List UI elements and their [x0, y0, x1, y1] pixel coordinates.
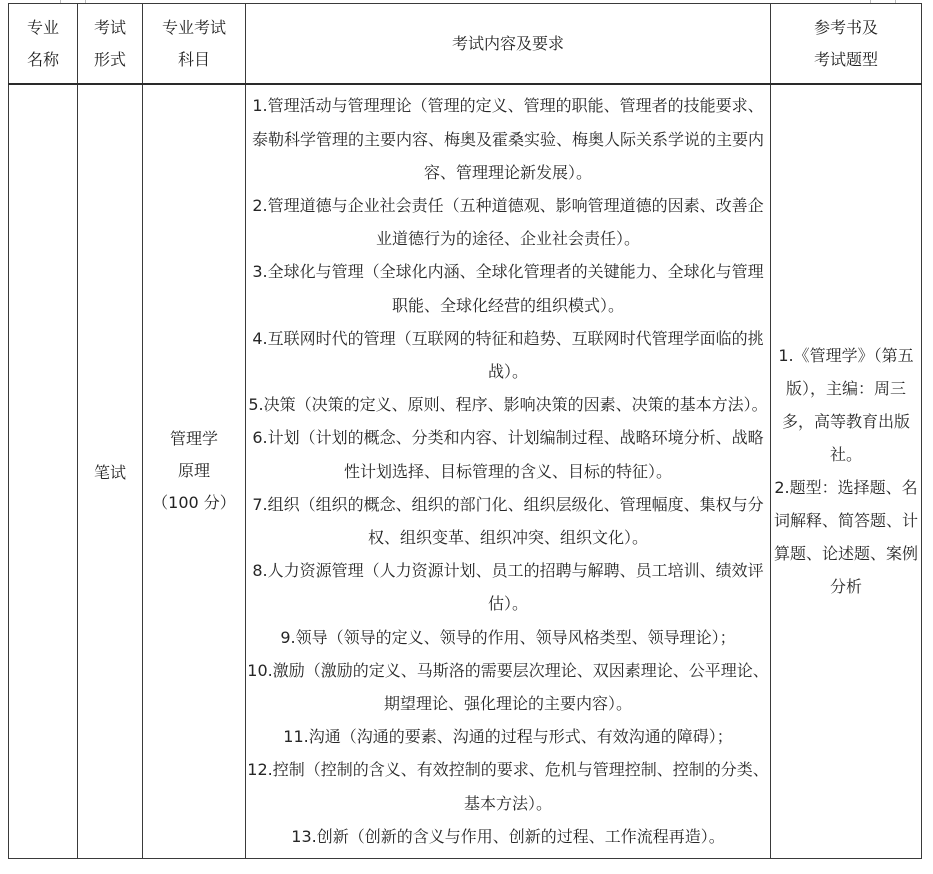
reference-book: 1.《管理学》（第五版），主编：周三多，高等教育出版社。: [778, 346, 914, 465]
content-item-innovation: 13.创新（创新的含义与作用、创新的过程、工作流程再造）。: [291, 826, 725, 846]
content-item-organization: 7.组织（组织的概念、组织的部门化、组织层级化、管理幅度、集权与分权、组织变革、组织冲突、组织文化）。: [252, 494, 764, 548]
content-item-ethics-responsibility: 2.管理道德与企业社会责任（五种道德观、影响管理道德的因素、改善企业道德行为的途径、企业社会责任）。: [252, 196, 764, 249]
exam-content-cell: [246, 84, 771, 858]
table-row: [9, 84, 922, 858]
content-item-human-resources: 8.人力资源管理（人力资源计划、员工的招聘与解聘、员工培训、绩效评估）。: [252, 561, 764, 614]
syllabus-table-container: [8, 3, 921, 859]
content-item-globalization: 3.全球化与管理（全球化内涵、全球化管理者的关键能力、全球化与管理职能、全球化经营的组织模式）。: [252, 262, 764, 315]
major-name-cell: [9, 84, 78, 858]
content-item-communication: 11.沟通（沟通的要素、沟通的过程与形式、有效沟通的障碍）；: [283, 727, 733, 747]
content-item-management-theory: 1.管理活动与管理理论（管理的定义、管理的职能、管理者的技能要求、泰勒科学管理的主要内容、梅奥及霍桑实验、梅奥人际关系学说的主要内容、管理理论新发展）。: [251, 96, 764, 182]
content-item-internet-era: 4.互联网时代的管理（互联网的特征和趋势、互联网时代管理学面临的挑战）。: [252, 328, 764, 382]
content-item-decision: 5.决策（决策的定义、原则、程序、影响决策的因素、决策的基本方法）。: [248, 395, 768, 415]
header-exam-form: 考试 形式: [78, 4, 143, 85]
header-row: [9, 4, 922, 85]
header-major-name: 专业 名称: [9, 4, 78, 85]
header-reference: 参考书及 考试题型: [771, 4, 922, 85]
header-exam-subject: 专业考试 科目: [143, 4, 246, 85]
reference-cell: [771, 84, 922, 858]
exam-form-cell: 笔试: [78, 84, 143, 858]
content-item-leadership: 9.领导（领导的定义、领导的作用、领导风格类型、领导理论）；: [280, 627, 736, 647]
header-content: 考试内容及要求: [246, 4, 771, 85]
question-types: 2.题型：选择题、名词解释、简答题、计算题、论述题、案例分析: [773, 478, 918, 597]
exam-subject-cell: 管理学 原理 （100 分）: [143, 84, 246, 858]
content-item-planning: 6.计划（计划的概念、分类和内容、计划编制过程、战略环境分析、战略性计划选择、目标管理的含义、目标的特征）。: [252, 428, 764, 481]
content-item-motivation: 10.激励（激励的定义、马斯洛的需要层次理论、双因素理论、公平理论、期望理论、强化理论的主要内容）。: [247, 660, 769, 714]
exam-syllabus-table: [8, 3, 922, 859]
content-item-control: 12.控制（控制的含义、有效控制的要求、危机与管理控制、控制的分类、基本方法）。: [247, 760, 769, 813]
